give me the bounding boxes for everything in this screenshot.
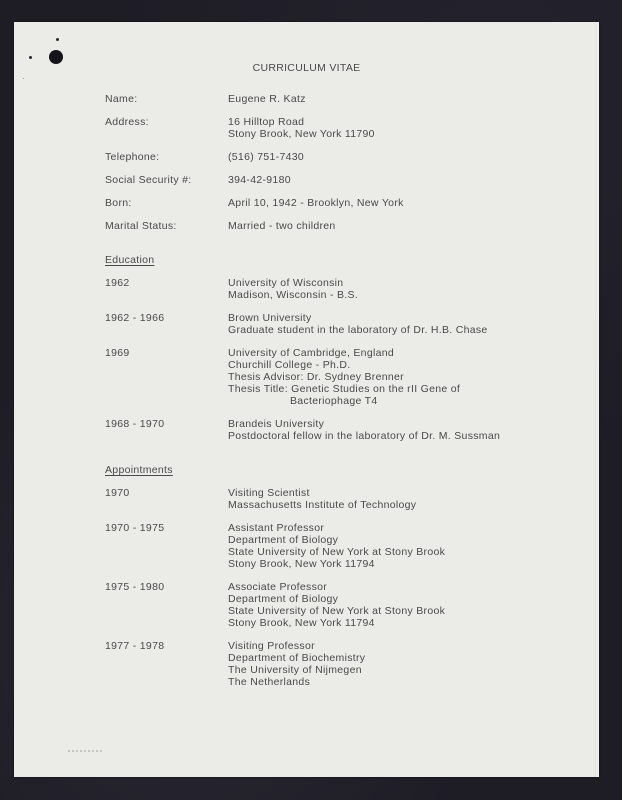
- detail-line: Brandeis University: [228, 418, 325, 430]
- field-value: [228, 174, 575, 186]
- document-body: [105, 93, 575, 688]
- entry-years: 1962 - 1966: [105, 312, 165, 324]
- detail-line: Visiting Professor: [228, 640, 315, 652]
- detail-line: Bacteriophage T4: [290, 395, 378, 407]
- appointments-heading: Appointments: [105, 464, 173, 476]
- appointment-entry: [105, 581, 575, 629]
- detail-line: Brown University: [228, 312, 312, 324]
- field-label: Social Security #:: [105, 174, 192, 186]
- detail-line: Madison, Wisconsin - B.S.: [228, 289, 359, 301]
- personal-row-telephone: [105, 151, 575, 163]
- faint-pencil-mark: [68, 750, 104, 752]
- detail-line: Visiting Scientist: [228, 487, 310, 499]
- entry-years: 1969: [105, 347, 130, 359]
- detail-line: State University of New York at Stony Brook: [228, 605, 446, 617]
- value-line: Married - two children: [228, 220, 336, 232]
- appointment-entry: [105, 640, 575, 688]
- detail-line: Department of Biochemistry: [228, 652, 366, 664]
- detail-line: University of Wisconsin: [228, 277, 344, 289]
- education-entry: [105, 312, 575, 336]
- value-line: (516) 751-7430: [228, 151, 305, 163]
- value-line: Eugene R. Katz: [228, 93, 306, 105]
- detail-line: State University of New York at Stony Brook: [228, 546, 446, 558]
- detail-line: Stony Brook, New York 11794: [228, 617, 375, 629]
- detail-line: Stony Brook, New York 11794: [228, 558, 375, 570]
- appointment-entry: [105, 487, 575, 511]
- value-line: 394-42-9180: [228, 174, 291, 186]
- field-value: [228, 151, 575, 163]
- entry-details: [228, 522, 575, 570]
- field-label: Name:: [105, 93, 138, 105]
- detail-line: Associate Professor: [228, 581, 328, 593]
- personal-row-address: [105, 116, 575, 140]
- entry-years: 1970 - 1975: [105, 522, 165, 534]
- personal-row-marital-status: [105, 220, 575, 232]
- detail-line: Graduate student in the laboratory of Dr. H.B. Chase: [228, 324, 488, 336]
- personal-row-ssn: [105, 174, 575, 186]
- entry-details: [228, 640, 575, 688]
- entry-details: [228, 347, 575, 407]
- field-label: Marital Status:: [105, 220, 177, 232]
- detail-line: Thesis Title: Genetic Studies on the rII Gene of: [228, 383, 461, 395]
- entry-years: 1962: [105, 277, 130, 289]
- detail-line: Postdoctoral fellow in the laboratory of Dr. M. Sussman: [228, 430, 501, 442]
- entry-details: [228, 487, 575, 511]
- education-entry: [105, 418, 575, 442]
- document-page: [14, 22, 599, 777]
- entry-years: 1975 - 1980: [105, 581, 165, 593]
- personal-row-name: [105, 93, 575, 105]
- entry-details: [228, 312, 575, 336]
- field-label: Address:: [105, 116, 149, 128]
- field-value: [228, 197, 575, 209]
- value-line: Stony Brook, New York 11790: [228, 128, 375, 140]
- field-value: [228, 93, 575, 105]
- detail-line: Churchill College - Ph.D.: [228, 359, 351, 371]
- value-line: 16 Hilltop Road: [228, 116, 305, 128]
- detail-line: Thesis Advisor: Dr. Sydney Brenner: [228, 371, 404, 383]
- page-edge: [595, 22, 599, 777]
- field-value: [228, 220, 575, 232]
- value-line: April 10, 1942 - Brooklyn, New York: [228, 197, 404, 209]
- education-entry: [105, 277, 575, 301]
- detail-line: Massachusetts Institute of Technology: [228, 499, 417, 511]
- speck-mark: [29, 56, 32, 59]
- detail-line: Department of Biology: [228, 534, 339, 546]
- entry-years: 1968 - 1970: [105, 418, 165, 430]
- detail-line: University of Cambridge, England: [228, 347, 395, 359]
- entry-years: 1970: [105, 487, 130, 499]
- entry-details: [228, 581, 575, 629]
- detail-line: The Netherlands: [228, 676, 311, 688]
- speck-mark: [56, 38, 59, 41]
- field-value: [228, 116, 575, 140]
- speck-mark: [23, 78, 24, 79]
- detail-line: Assistant Professor: [228, 522, 325, 534]
- field-label: Born:: [105, 197, 132, 209]
- detail-line: The University of Nijmegen: [228, 664, 362, 676]
- entry-details: [228, 418, 575, 442]
- field-label: Telephone:: [105, 151, 160, 163]
- detail-line: Department of Biology: [228, 593, 339, 605]
- entry-details: [228, 277, 575, 301]
- education-entry: [105, 347, 575, 407]
- education-heading: Education: [105, 254, 155, 266]
- appointment-entry: [105, 522, 575, 570]
- personal-row-born: [105, 197, 575, 209]
- entry-years: 1977 - 1978: [105, 640, 165, 652]
- document-title: CURRICULUM VITAE: [252, 62, 361, 74]
